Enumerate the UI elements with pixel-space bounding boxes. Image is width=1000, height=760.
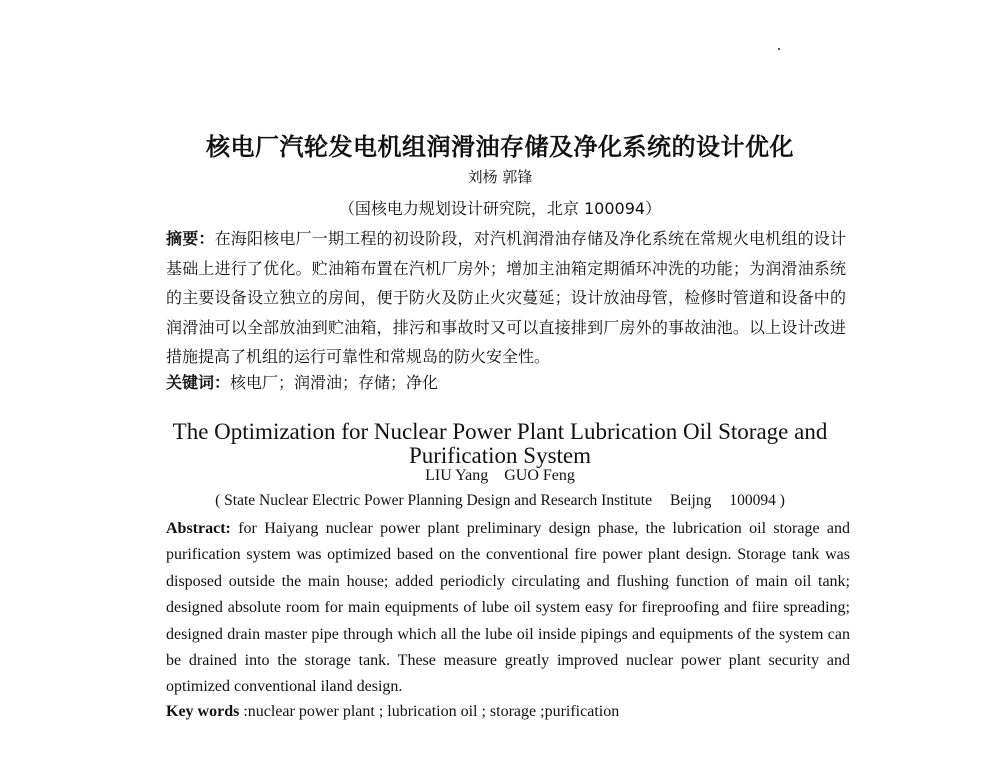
english-abstract-text: for Haiyang nuclear power plant preliminary design phase, the lubrication oil storage and purification system was optimized based on the conventional fire power plant design. Storage tank was disposed outside the main house; added periodicly circulating and flushing function of main oil tank; designed absolute room for main equipments of lube oil system easy for fireproofing and fiire spreading; designed drain master pipe through which all the lube oil inside pipings and equipments of the system can be drained into the storage tank. These measure greatly improved nuclear power plant security and optimized conventional iland design.: [166, 520, 850, 696]
chinese-affiliation: （国核电力规划设计研究院，北京 100094）: [338, 199, 662, 218]
scan-speck: [778, 48, 780, 50]
chinese-authors: 刘杨 郭锋: [467, 168, 533, 186]
chinese-title: 核电厂汽轮发电机组润滑油存储及净化系统的设计优化: [206, 133, 794, 161]
chinese-abstract-label: 摘要：: [166, 229, 215, 248]
chinese-abstract: [166, 224, 846, 372]
chinese-keywords-label: 关键词：: [166, 373, 231, 392]
english-affiliation-city: Beijng: [670, 492, 712, 509]
chinese-keywords-text: 核电厂；润滑油；存储；净化: [230, 373, 439, 392]
english-keywords: [166, 703, 850, 721]
english-abstract: [166, 516, 850, 701]
english-author-2: GUO Feng: [504, 467, 575, 484]
english-authors: [0, 467, 1000, 485]
english-affiliation-code: 100094 ): [729, 492, 785, 509]
chinese-keywords: [166, 370, 846, 393]
english-title: The Optimization for Nuclear Power Plant Lubrication Oil Storage and Purification System: [172, 419, 828, 468]
english-abstract-label: Abstract:: [166, 520, 231, 537]
chinese-abstract-text: 在海阳核电厂一期工程的初设阶段，对汽机润滑油存储及净化系统在常规火电机组的设计基础上进行了优化。贮油箱布置在汽机厂房外；增加主油箱定期循环冲洗的功能；为润滑油系统的主要设备设立独立的房间，便于防火及防止火灾蔓延；设计放油母管，检修时管道和设备中的润滑油可以全部放油到贮油箱，排污和事故时又可以直接排到厂房外的事故油池。以上设计改进措施提高了机组的运行可靠性和常规岛的防火安全性。: [166, 229, 846, 366]
english-affiliation-org: ( State Nuclear Electric Power Planning Design and Research Institute: [215, 492, 652, 509]
english-keywords-label: Key words: [166, 703, 240, 720]
english-keywords-text: :nuclear power plant ; lubrication oil ; storage ;purification: [239, 703, 620, 720]
english-affiliation: [0, 492, 1000, 510]
english-author-1: LIU Yang: [425, 467, 489, 484]
